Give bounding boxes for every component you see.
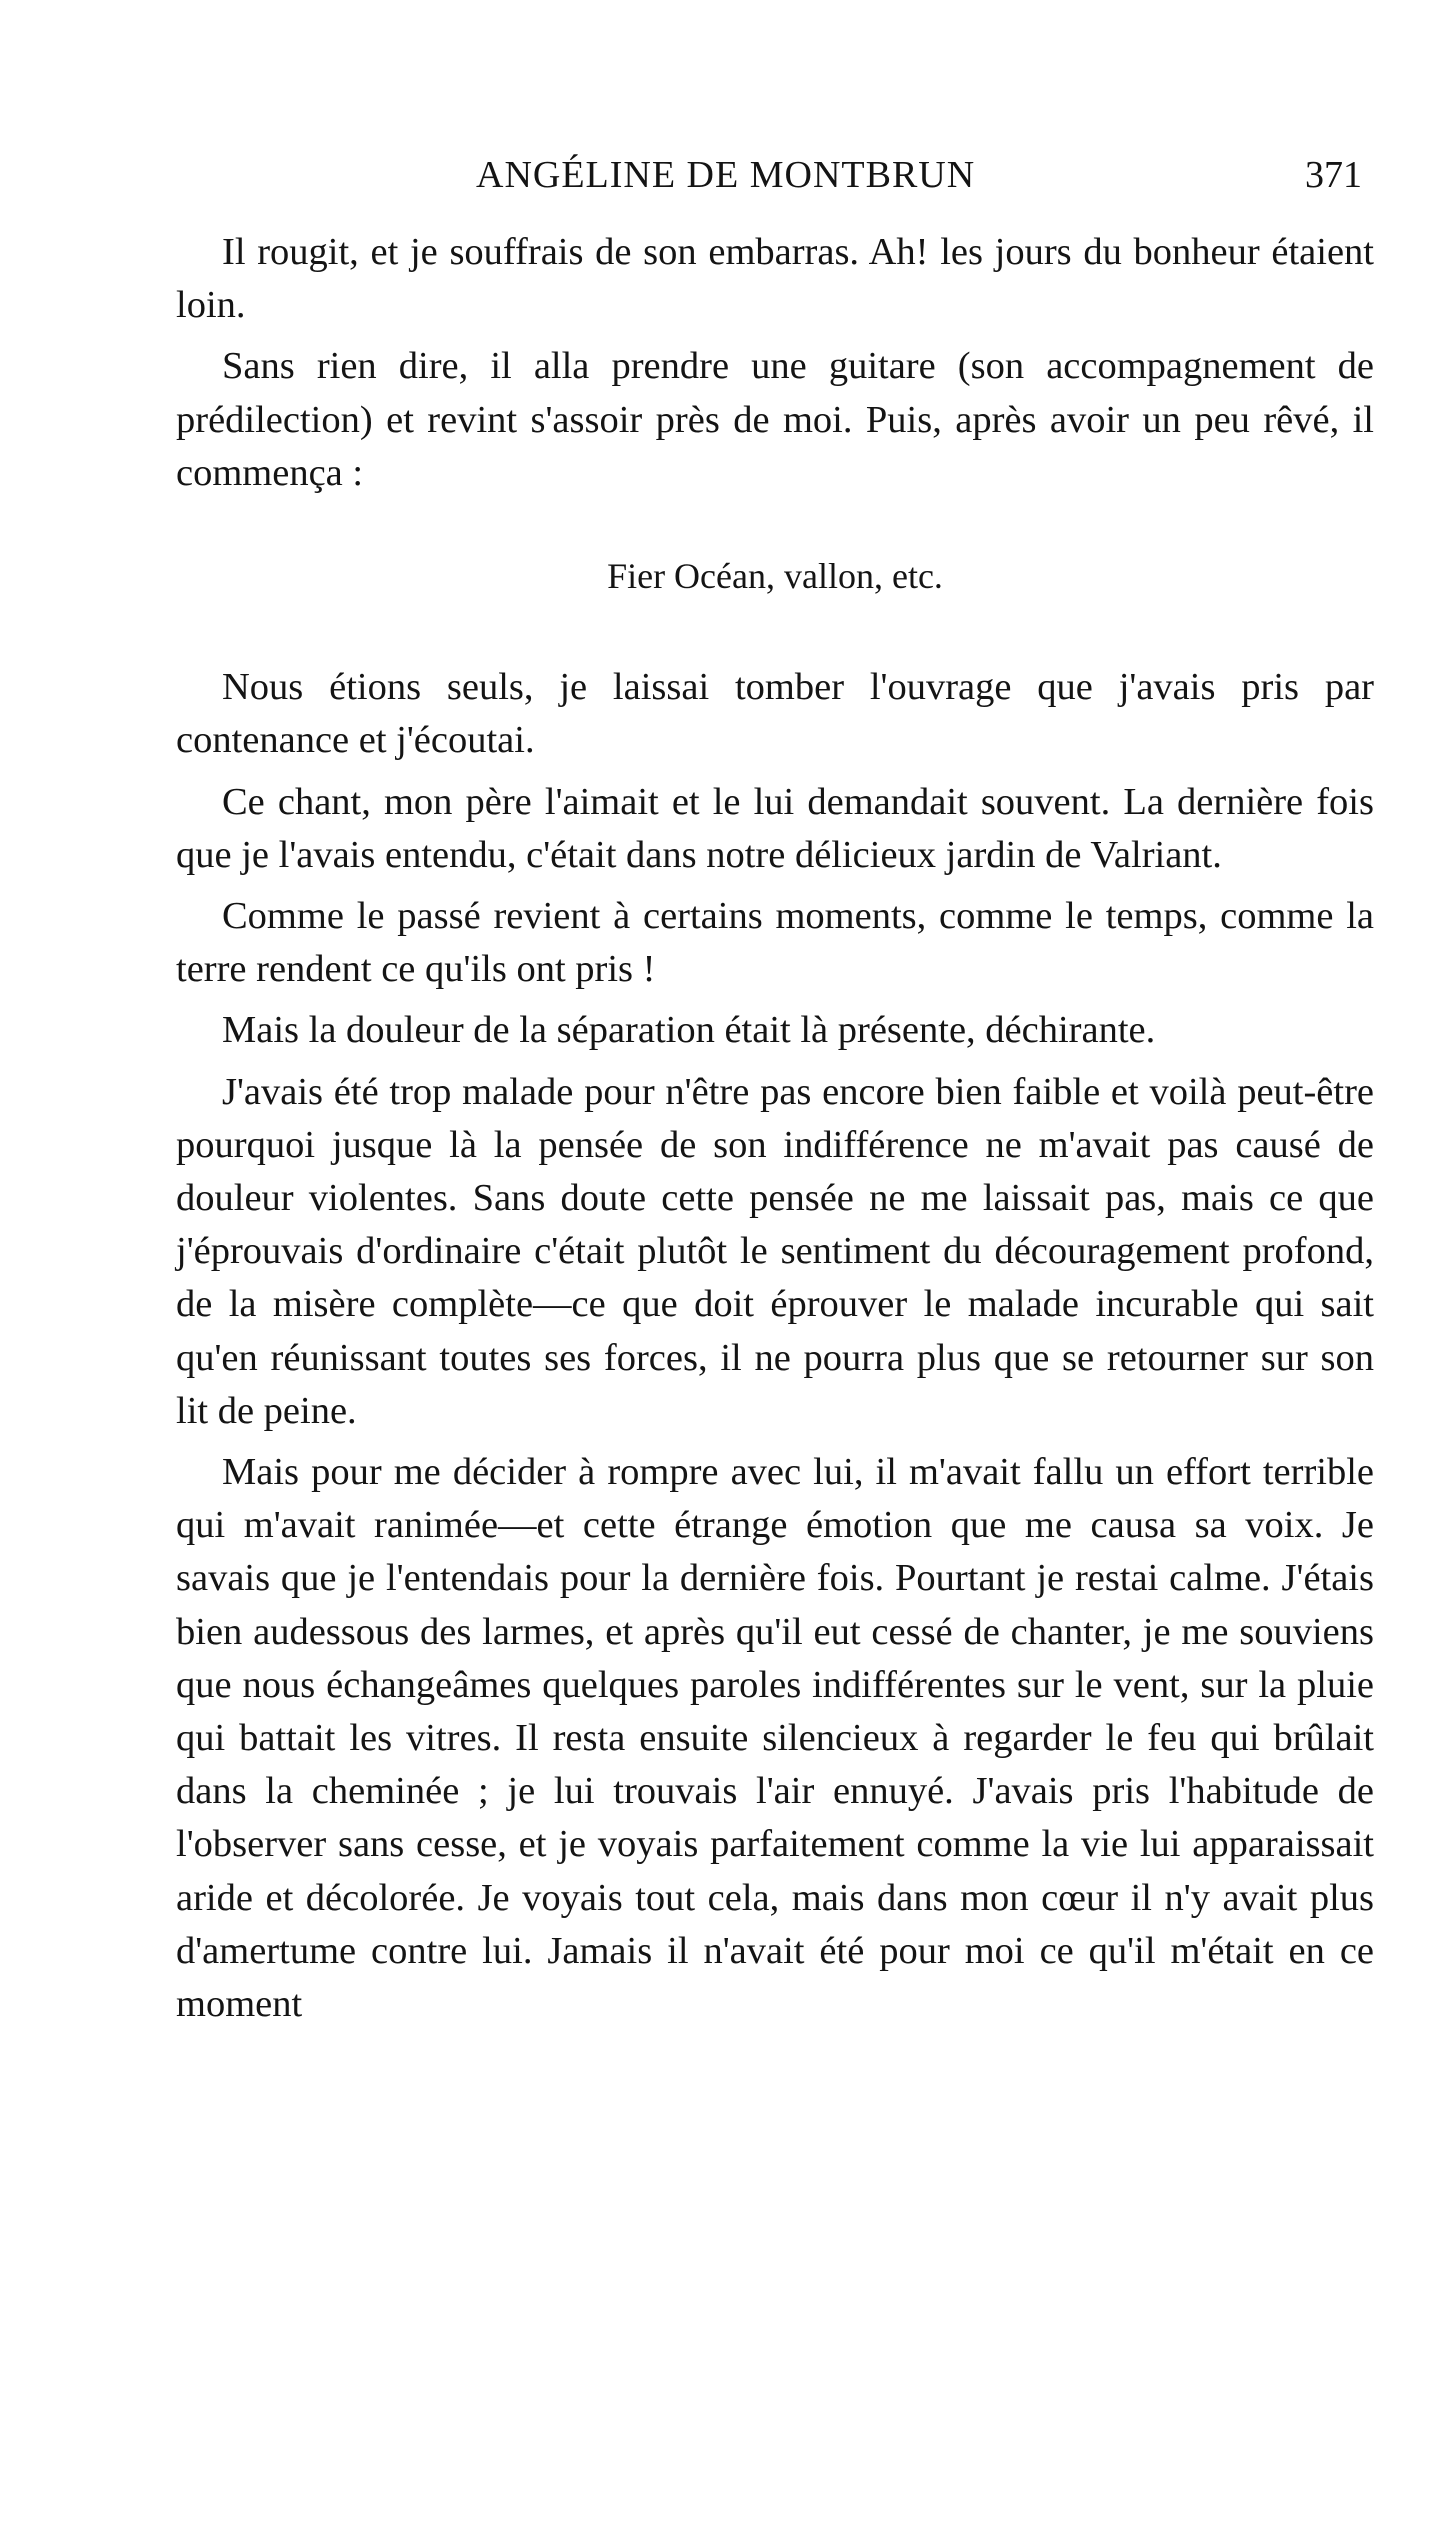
paragraph: J'avais été trop malade pour n'être pas encore bien faible et voilà peut-être pourquoi jusque là la pensée de son indifférence ne m'avait pas causé de douleur violentes. Sans doute cette pensée ne me laissait pas, mais ce que j'éprouvais d'ordinaire c'était plutôt le sentiment du découragement profond, de la misère complète—ce que doit éprouver le malade incurable qui sait qu'en réunissant toutes ses forces, il ne pourra plus que se retourner sur son lit de peine.: [176, 1070, 1374, 1432]
body-text: [176, 226, 1374, 2039]
paragraph: Nous étions seuls, je laissai tomber l'ouvrage que j'avais pris par contenance et j'écoutai.: [176, 666, 1374, 762]
paragraph: Mais pour me décider à rompre avec lui, il m'avait fallu un effort terrible qui m'avait ranimée—et cette étrange émotion que me causa sa voix. Je savais que je l'entendais pour la dernière fois. Pourtant je restai calme. J'étais bien audessous des larmes, et après qu'il eut cessé de chanter, je me souviens que nous échangeâmes quelques paroles indifférentes sur le vent, sur la pluie qui battait les vitres. Il resta ensuite silencieux à regarder le feu qui brûlait dans la cheminée ; je lui trouvais l'air ennuyé. J'avais pris l'habitude de l'observer sans cesse, et je voyais parfaitement comme la vie lui apparaissait aride et décolorée. Je voyais tout cela, mais dans mon cœur il n'y avait plus d'amertume contre lui. Jamais il n'avait été pour moi ce qu'il m'était en ce moment: [176, 1451, 1374, 2026]
paragraph: Ce chant, mon père l'aimait et le lui demandait souvent. La dernière fois que je l'avais entendu, c'était dans notre délicieux jardin de Valriant.: [176, 780, 1374, 876]
page-number: 371: [1305, 154, 1362, 196]
paragraph: Comme le passé revient à certains moments, comme le temps, comme la terre rendent ce qu'ils ont pris !: [176, 895, 1374, 991]
paragraph: Sans rien dire, il alla prendre une guitare (son accompagnement de prédilection) et revint s'assoir près de moi. Puis, après avoir un peu rêvé, il commença :: [176, 345, 1374, 494]
page-header: [176, 150, 1376, 200]
verse-quotation: Fier Océan, vallon, etc.: [607, 556, 943, 597]
paragraph: Mais la douleur de la séparation était là présente, déchirante.: [222, 1009, 1156, 1052]
paragraph: Il rougit, et je souffrais de son embarras. Ah! les jours du bonheur étaient loin.: [176, 231, 1374, 327]
running-title: ANGÉLINE DE MONTBRUN: [476, 154, 976, 196]
